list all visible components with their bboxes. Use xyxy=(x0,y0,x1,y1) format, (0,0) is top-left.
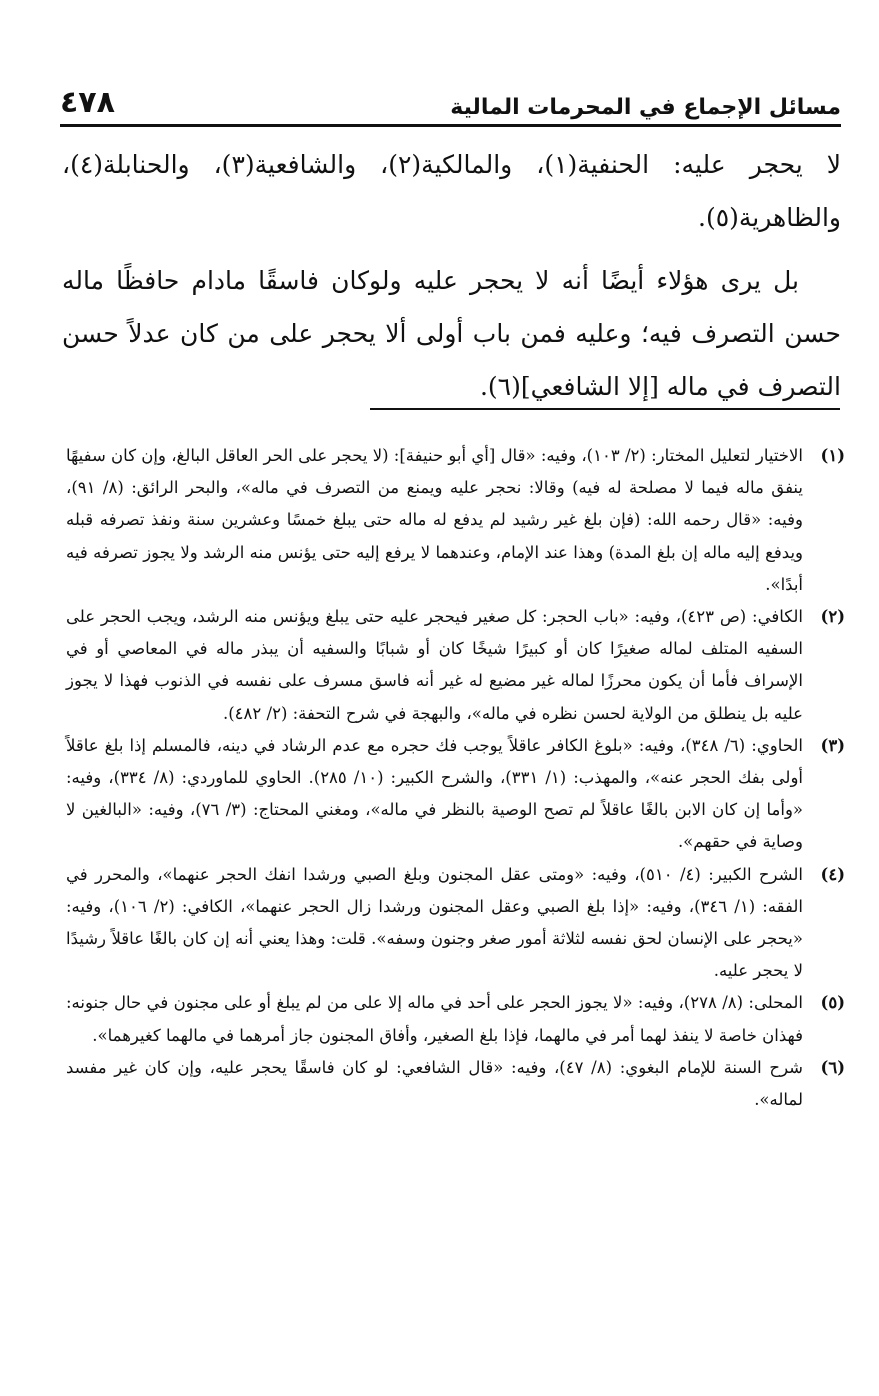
page-header xyxy=(60,70,841,127)
footnote-text: الحاوي: (٦/ ٣٤٨)، وفيه: «بلوغ الكافر عاقلاً يوجب فك حجره مع عدم الرشاد في دينه، فالمسلم إذا بلغ عاقلاً أولى بفك الحجر عنه»، والمهذب: (١/ ٣٣١)، والشرح الكبير: (١٠/ ٢٨٥). الحاوي للماوردي: (٨/ ٣٣٤)، وفيه: «وأما إن كان الابن بالغًا عاقلاً لم تصح الوصية بالنظر في ماله»، ومغني المحتاج: (٣/ ٧٦)، وفيه: «البالغين لا وصاية في حقهم». xyxy=(66,735,804,852)
footnote-2 xyxy=(66,601,845,730)
footnote-text: المحلى: (٨/ ٢٧٨)، وفيه: «لا يجوز الحجر على أحد في ماله إلا على من لم يبلغ أو على مجنون في حال جنونه: فهذان خاصة لا ينفذ لهما أمر في مالهما، فإذا بلغ الصغير، وأفاق المجنون جاز أمرهما في مالهما كغيرهما». xyxy=(66,993,803,1045)
footnote-text: الاختيار لتعليل المختار: (٢/ ١٠٣)، وفيه: «قال [أي أبو حنيفة]: (لا يحجر على الحر العاقل البالغ، وإن كان سفيهًا ينفق ماله فيما لا مصلحة له فيه) وقالا: نحجر عليه ويمنع من التصرف في ماله»، والبحر الرائق: (٨/ ٩١)، وفيه: «قال رحمه الله: (فإن بلغ غير رشيد لم يدفع له ماله حتى يبلغ خمسًا وعشرين سنة ونفذ تصرفه قبله ويدفع إليه ماله إن بلغ المدة) وهذا عند الإمام، وعندهما لا يرفع إليه حتى يؤنس منه الرشد ولا يجوز تصرفه فيه أبدًا». xyxy=(66,446,803,594)
main-text xyxy=(62,138,841,423)
footnote-text: شرح السنة للإمام البغوي: (٨/ ٤٧)، وفيه: «قال الشافعي: لو كان فاسقًا يحجر عليه، وإن كان غير مفسد لماله». xyxy=(66,1057,804,1110)
footnote-text: الكافي: (ص ٤٢٣)، وفيه: «باب الحجر: كل صغير فيحجر عليه حتى يبلغ ويؤنس منه الرشد، ويجب الحجر على السفيه المتلف لماله صغيرًا كان أو كبيرًا شيخًا كان أو شبابًا والسفيه أن يبذر ماله في المعاصي أو في الإسراف فأما أن يكون محرزًا لماله غير مضيع له غير أنه فاسق مسرف على نفسه في الذنوب فهذا لا يجوز عليه بل ينطلق من الولاية لحسن نظره في ماله»، والبهجة في شرح التحفة: (٢/ ٤٨٢). xyxy=(66,607,804,723)
footnote-number: (٣) xyxy=(820,735,845,755)
footnote-4 xyxy=(66,859,845,988)
page-number: ٤٧٨ xyxy=(60,85,115,120)
footnote-number: (٥) xyxy=(820,993,845,1013)
footnote-number: (٤) xyxy=(820,864,845,884)
footnote-3 xyxy=(66,730,845,859)
footnote-separator xyxy=(370,408,840,410)
footnote-number: (١) xyxy=(820,446,845,465)
body-paragraph-2: بل يرى هؤلاء أيضًا أنه لا يحجر عليه ولوكان فاسقًا مادام حافظًا ماله حسن التصرف فيه؛ وعليه فمن باب أولى ألا يحجر على من كان عدلاً حسن التصرف في ماله [إلا الشافعي](٦). xyxy=(62,266,841,401)
running-title: مسائل الإجماع في المحرمات المالية xyxy=(450,95,841,120)
footnotes xyxy=(66,440,845,1116)
footnote-number: (٢) xyxy=(820,607,845,627)
footnote-text: الشرح الكبير: (٤/ ٥١٠)، وفيه: «ومتى عقل المجنون وبلغ الصبي ورشدا انفك الحجر عنهما»، والمحرر في الفقه: (١/ ٣٤٦)، وفيه: «إذا بلغ الصبي وعقل المجنون ورشدا زال الحجر عنهما»، الكافي: (٢/ ١٠٦)، وفيه: «يحجر على الإنسان لحق نفسه لثلاثة أمور صغر وجنون وسفه». قلت: وهذا يعني أنه إن كان بالغًا عاقلاً رشيدًا لا يحجر عليه. xyxy=(66,864,803,981)
footnote-1 xyxy=(66,440,845,601)
footnote-number: (٦) xyxy=(820,1057,845,1077)
footnote-6 xyxy=(66,1052,845,1116)
footnote-5 xyxy=(66,987,845,1051)
body-paragraph-1: لا يحجر عليه: الحنفية(١)، والمالكية(٢)، والشافعية(٣)، والحنابلة(٤)، والظاهرية(٥). xyxy=(62,150,841,232)
